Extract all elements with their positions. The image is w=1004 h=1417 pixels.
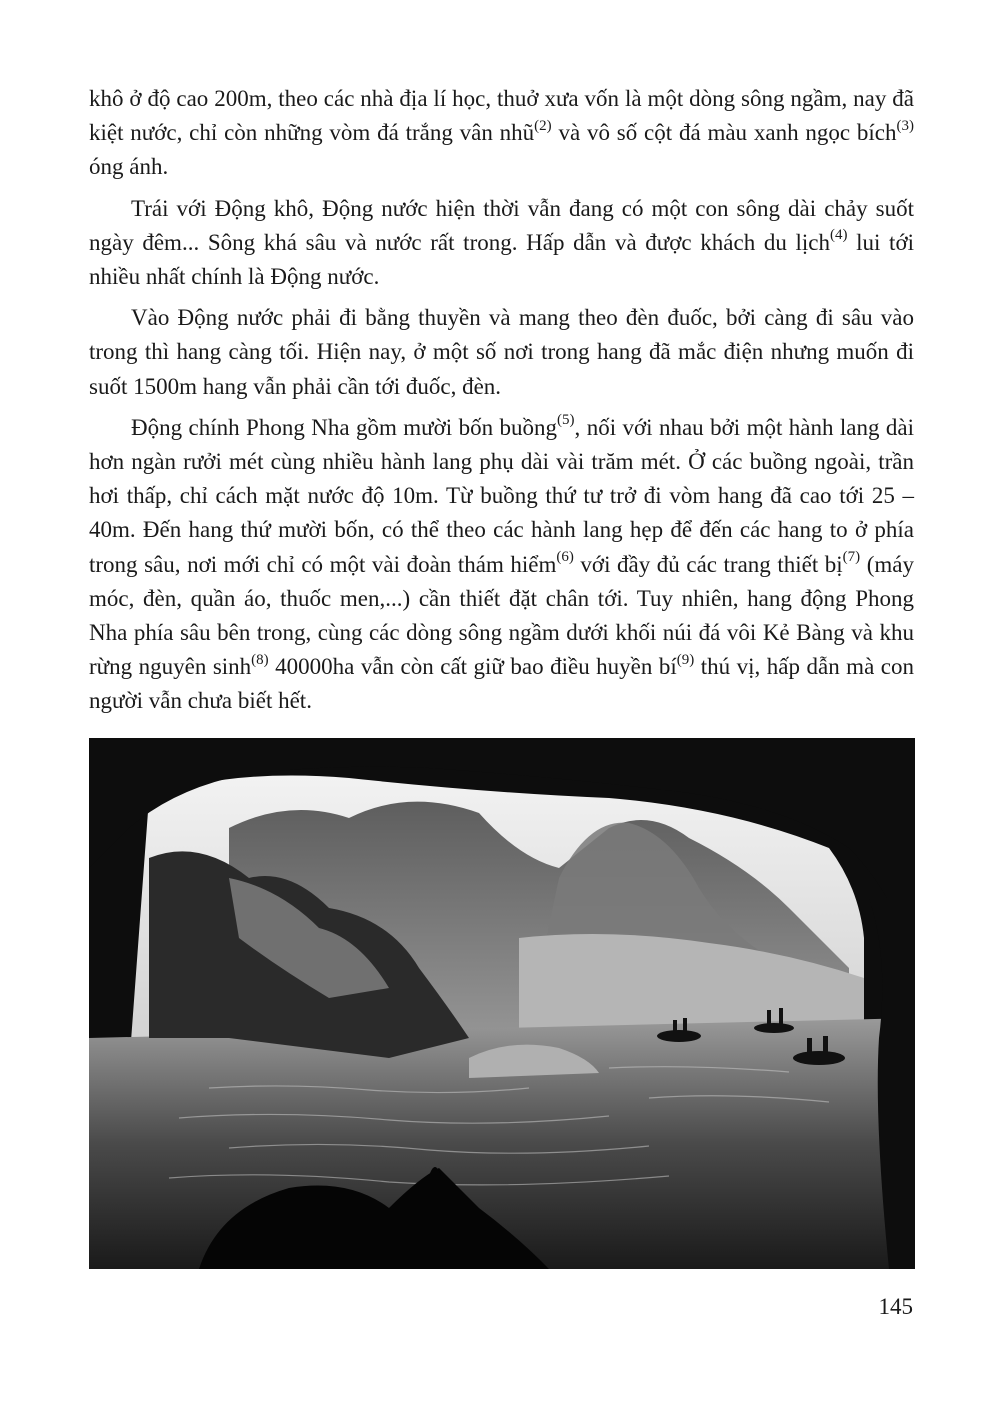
text-run: Trái với Động khô, Động nước hiện thời vẫn đang có một con sông dài chảy suốt ngày đêm... Sông khá sâu và nước rất trong. Hấp dẫn và được khách du lịch [89, 195, 914, 255]
text-run: 40000ha vẫn còn cất giữ bao điều huyền bí [268, 654, 677, 680]
text-run: óng ánh. [89, 154, 169, 180]
text-run: và vô số cột đá màu xanh ngọc bích [551, 120, 897, 146]
footnote-marker: (9) [676, 651, 695, 668]
footnote-marker: (7) [842, 548, 861, 565]
footnote-marker: (6) [556, 548, 574, 565]
text-run: lui tới nhiều nhất chính là Động nước. [89, 229, 914, 290]
footnote-marker: (8) [251, 651, 269, 668]
footnote-marker: (3) [896, 117, 914, 134]
footnote-marker: (4) [829, 227, 848, 244]
cave-photo [89, 738, 915, 1269]
text-run: Động chính Phong Nha gồm mười bốn buồng [131, 414, 558, 440]
text-run: (máy móc, đèn, quần áo, thuốc men,...) cần thiết đặt chân tới. Tuy nhiên, hang động Phong Nha phía sâu bên trong, cùng các dòng sông ngầm dưới khối núi đá vôi Kẻ Bàng và khu rừng nguyên sinh [89, 551, 914, 680]
text-run: Vào Động nước phải đi bằng thuyền và mang theo đèn đuốc, bởi càng đi sâu vào trong thì hang càng tối. Hiện nay, ở một số nơi trong hang đã mắc điện nhưng muốn đi suốt 1500m hang vẫn phải cần tới đuốc, đèn. [89, 305, 914, 399]
paragraph [89, 411, 914, 719]
paragraph [89, 301, 914, 404]
text-run: với đầy đủ các trang thiết bị [573, 551, 843, 577]
paragraph [89, 192, 914, 295]
text-run: khô ở độ cao 200m, theo các nhà địa lí học, thuở xưa vốn là một dòng sông ngầm, nay đã kiệt nước, chỉ còn những vòm đá trắng vân nhũ [89, 86, 914, 146]
paragraph [89, 82, 914, 185]
footnote-marker: (2) [534, 117, 552, 134]
page-number: 145 [878, 1294, 913, 1319]
text-run: thú vị, hấp dẫn mà con người vẫn chưa biết hết. [89, 654, 914, 714]
cave-photo-illustration [89, 738, 915, 1269]
footnote-marker: (5) [557, 412, 575, 429]
text-run: , nối với nhau bởi một hành lang dài hơn ngàn rưởi mét cùng nhiều hành lang phụ dài vài trăm mét. Ở các buồng ngoài, trần hơi thấp, chỉ cách mặt nước độ 10m. Từ buồng thứ tư trở đi vòm hang đã cao tới 25 – 40m. Đến hang thứ mười bốn, có thể theo các hành lang hẹp để đến các hang to ở phía trong sâu, nơi mới chỉ có một vài đoàn thám hiểm [89, 414, 914, 577]
body-text [89, 82, 914, 719]
